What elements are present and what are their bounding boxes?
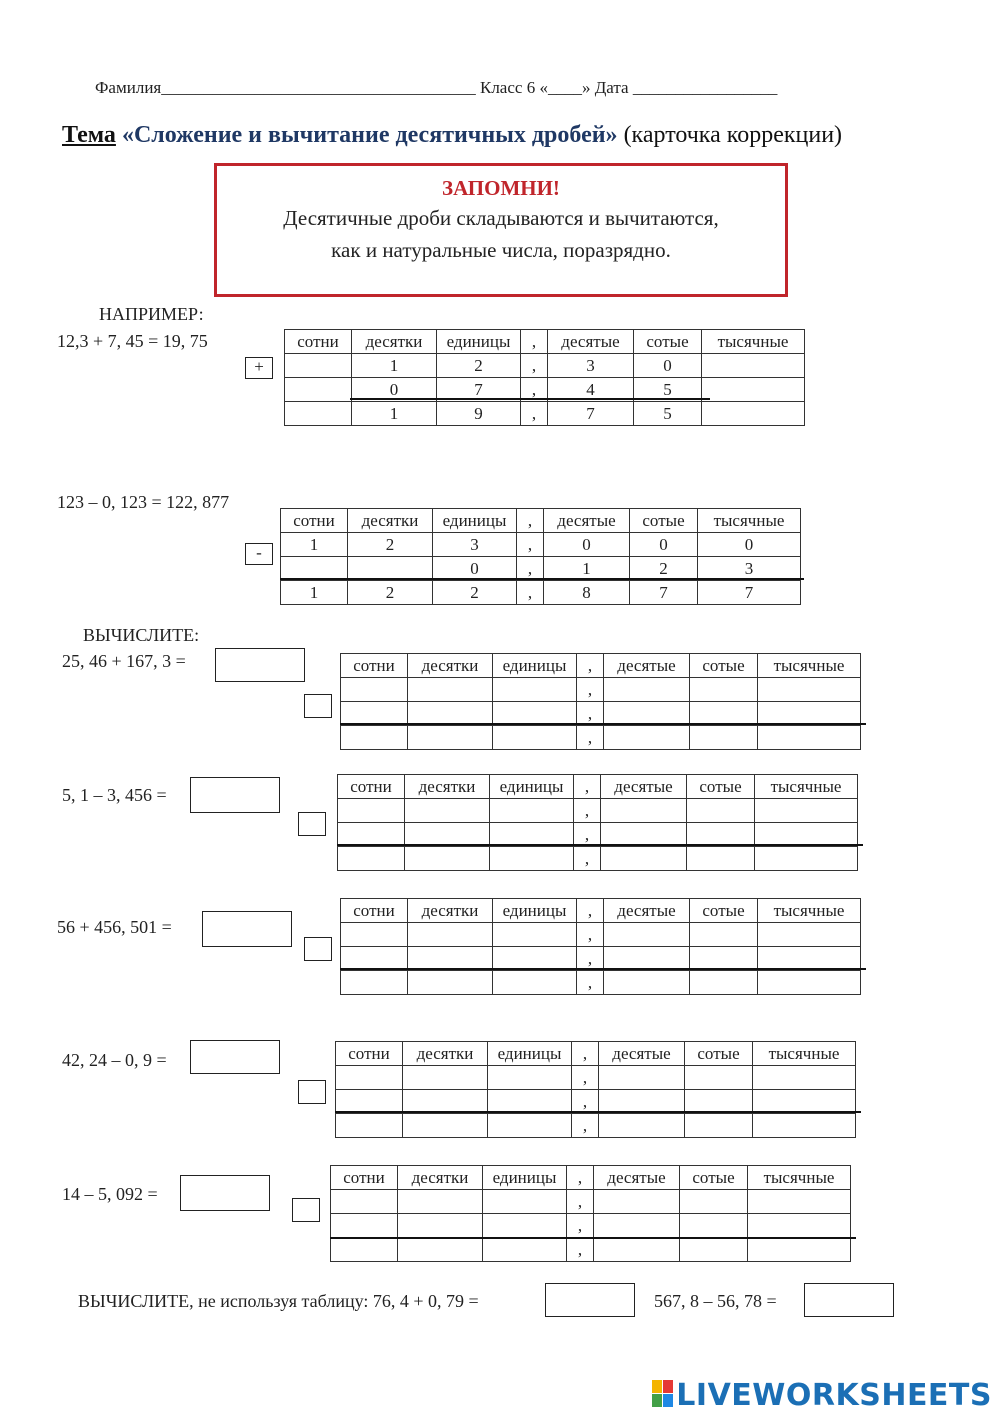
exercise-expression-5: 14 – 5, 092 =	[62, 1184, 158, 1204]
column-header: сотые	[634, 330, 702, 354]
digit-cell[interactable]	[594, 1238, 680, 1262]
digit-cell[interactable]	[341, 971, 408, 995]
column-header: ,	[521, 330, 548, 354]
exercise-sign-box-4[interactable]	[298, 1080, 326, 1104]
example-digit-table-2	[280, 508, 801, 605]
column-header: тысячные	[758, 899, 861, 923]
exercise-sign-box-1[interactable]	[304, 694, 332, 718]
column-header: сотни	[338, 775, 405, 799]
digit-cell: 4	[548, 378, 634, 402]
digit-cell[interactable]	[604, 971, 690, 995]
decimal-comma-cell: ,	[521, 354, 548, 378]
table-header-row	[338, 775, 858, 799]
column-header: десятки	[352, 330, 437, 354]
sum-underline	[337, 844, 863, 846]
digit-cell: 1	[281, 533, 348, 557]
surname-label: Фамилия	[95, 78, 162, 97]
digit-cell	[702, 402, 805, 426]
exercises-heading: ВЫЧИСЛИТЕ:	[83, 625, 200, 645]
decimal-comma-cell: ,	[574, 847, 601, 871]
digit-cell[interactable]	[490, 823, 574, 847]
exercise-expression-4: 42, 24 – 0, 9 =	[62, 1050, 167, 1070]
table-row	[336, 1090, 856, 1114]
column-header: тысячные	[758, 654, 861, 678]
digit-cell[interactable]	[398, 1238, 483, 1262]
digit-cell: 9	[437, 402, 521, 426]
digit-cell[interactable]	[490, 847, 574, 871]
column-header: единицы	[493, 654, 577, 678]
exercise-answer-box-3[interactable]	[202, 911, 292, 947]
table-row	[338, 799, 858, 823]
digit-cell	[281, 557, 348, 581]
exercise-digit-table-1	[340, 653, 861, 750]
digit-cell: 2	[433, 581, 517, 605]
column-header: десятые	[544, 509, 630, 533]
exercise-expression-2: 5, 1 – 3, 456 =	[62, 785, 167, 805]
digit-cell[interactable]	[341, 947, 408, 971]
remember-line-2: как и натуральные числа, поразрядно.	[331, 238, 671, 262]
table-header-row	[341, 654, 861, 678]
digit-cell[interactable]	[680, 1214, 748, 1238]
digit-cell: 7	[437, 378, 521, 402]
column-header: сотни	[336, 1042, 403, 1066]
decimal-comma-cell: ,	[577, 702, 604, 726]
class-blank[interactable]: ____	[547, 78, 582, 97]
digit-cell[interactable]	[405, 847, 490, 871]
sum-underline	[340, 968, 866, 970]
digit-cell[interactable]	[755, 799, 858, 823]
digit-cell[interactable]	[690, 947, 758, 971]
digit-cell[interactable]	[594, 1214, 680, 1238]
column-header: десятки	[403, 1042, 488, 1066]
column-header: сотни	[341, 899, 408, 923]
table-row	[341, 923, 861, 947]
digit-cell: 3	[433, 533, 517, 557]
column-header: сотни	[331, 1166, 398, 1190]
column-header: ,	[574, 775, 601, 799]
digit-cell[interactable]	[405, 823, 490, 847]
decimal-comma-cell: ,	[577, 947, 604, 971]
example-sign-box-1: +	[245, 357, 273, 379]
table-row	[341, 702, 861, 726]
digit-cell: 8	[544, 581, 630, 605]
digit-cell: 3	[698, 557, 801, 581]
column-header: десятые	[604, 899, 690, 923]
digit-cell[interactable]	[483, 1238, 567, 1262]
digit-cell[interactable]	[398, 1214, 483, 1238]
digit-cell	[702, 378, 805, 402]
exercise-expression-1: 25, 46 + 167, 3 =	[62, 651, 186, 671]
digit-cell[interactable]	[493, 971, 577, 995]
table-header-row	[285, 330, 805, 354]
exercise-sign-box-5[interactable]	[292, 1198, 320, 1222]
decimal-comma-cell: ,	[521, 402, 548, 426]
no-table-instruction: ВЫЧИСЛИТЕ, не используя таблицу: 76, 4 + 0, 79 =	[78, 1291, 479, 1311]
digit-cell[interactable]	[601, 823, 687, 847]
column-header: десятки	[348, 509, 433, 533]
example-expression-2: 123 – 0, 123 = 122, 877	[57, 492, 230, 512]
class-label: Класс 6 «	[479, 78, 548, 97]
table-row	[336, 1066, 856, 1090]
digit-cell[interactable]	[604, 923, 690, 947]
digit-cell[interactable]	[687, 823, 755, 847]
digit-cell[interactable]	[758, 678, 861, 702]
digit-cell: 3	[548, 354, 634, 378]
digit-cell	[285, 402, 352, 426]
column-header: десятки	[408, 654, 493, 678]
digit-cell[interactable]	[408, 923, 493, 947]
decimal-comma-cell: ,	[572, 1090, 599, 1114]
digit-cell[interactable]	[690, 702, 758, 726]
column-header: сотые	[680, 1166, 748, 1190]
exercise-answer-box-1[interactable]	[215, 648, 305, 682]
digit-cell[interactable]	[408, 947, 493, 971]
digit-cell[interactable]	[403, 1114, 488, 1138]
digit-cell[interactable]	[753, 1114, 856, 1138]
answer-box-no-table-2[interactable]	[804, 1283, 894, 1317]
exercise-answer-box-5[interactable]	[180, 1175, 270, 1211]
digit-cell[interactable]	[483, 1214, 567, 1238]
digit-cell: 1	[352, 354, 437, 378]
digit-cell[interactable]	[493, 947, 577, 971]
sum-underline	[335, 1111, 861, 1113]
decimal-comma-cell: ,	[521, 378, 548, 402]
digit-cell[interactable]	[493, 702, 577, 726]
column-header: единицы	[437, 330, 521, 354]
table-row	[338, 847, 858, 871]
topic-name: «Сложение и вычитание десятичных дробей»	[121, 122, 618, 148]
digit-cell[interactable]	[488, 1114, 572, 1138]
digit-cell: 1	[352, 402, 437, 426]
decimal-comma-cell: ,	[567, 1214, 594, 1238]
digit-cell[interactable]	[336, 1066, 403, 1090]
column-header: сотни	[281, 509, 348, 533]
table-header-row	[341, 899, 861, 923]
example-digit-table-1	[284, 329, 805, 426]
digit-cell: 2	[348, 533, 433, 557]
decimal-comma-cell: ,	[574, 799, 601, 823]
table-row	[336, 1114, 856, 1138]
column-header: ,	[572, 1042, 599, 1066]
liveworksheets-logo	[652, 1378, 992, 1413]
column-header: тысячные	[753, 1042, 856, 1066]
digit-cell[interactable]	[748, 1238, 851, 1262]
digit-cell: 0	[352, 378, 437, 402]
remember-line-1: Десятичные дроби складываются и вычитаются,	[283, 206, 719, 230]
exercise-digit-table-4	[335, 1041, 856, 1138]
digit-cell[interactable]	[748, 1190, 851, 1214]
digit-cell[interactable]	[403, 1066, 488, 1090]
digit-cell[interactable]	[341, 923, 408, 947]
digit-cell[interactable]	[680, 1190, 748, 1214]
digit-cell[interactable]	[331, 1190, 398, 1214]
digit-cell	[702, 354, 805, 378]
column-header: сотые	[685, 1042, 753, 1066]
digit-cell[interactable]	[338, 847, 405, 871]
column-header: сотые	[690, 654, 758, 678]
column-header: сотни	[341, 654, 408, 678]
decimal-comma-cell: ,	[517, 533, 544, 557]
digit-cell: 0	[630, 533, 698, 557]
digit-cell: 5	[634, 402, 702, 426]
digit-cell[interactable]	[758, 702, 861, 726]
page-title	[62, 122, 842, 149]
table-header-row	[336, 1042, 856, 1066]
digit-cell: 0	[634, 354, 702, 378]
digit-cell[interactable]	[755, 823, 858, 847]
exercise-digit-table-2	[337, 774, 858, 871]
column-header: единицы	[493, 899, 577, 923]
column-header: тысячные	[748, 1166, 851, 1190]
exercise-expression-3: 56 + 456, 501 =	[57, 917, 172, 937]
digit-cell[interactable]	[488, 1066, 572, 1090]
digit-cell: 0	[698, 533, 801, 557]
exercise-sign-box-2[interactable]	[298, 812, 326, 836]
column-header: тысячные	[755, 775, 858, 799]
digit-cell[interactable]	[493, 678, 577, 702]
decimal-comma-cell: ,	[574, 823, 601, 847]
sum-underline	[340, 723, 866, 725]
sum-underline	[350, 398, 710, 400]
digit-cell[interactable]	[604, 702, 690, 726]
sum-underline	[280, 578, 804, 580]
digit-cell[interactable]	[331, 1238, 398, 1262]
digit-cell[interactable]	[687, 847, 755, 871]
example-expression-1: 12,3 + 7, 45 = 19, 75	[57, 331, 208, 351]
exercise-sign-box-3[interactable]	[304, 937, 332, 961]
column-header: десятые	[601, 775, 687, 799]
table-header-row	[281, 509, 801, 533]
decimal-comma-cell: ,	[517, 581, 544, 605]
table-row	[285, 402, 805, 426]
column-header: единицы	[483, 1166, 567, 1190]
digit-cell[interactable]	[748, 1214, 851, 1238]
decimal-comma-cell: ,	[572, 1066, 599, 1090]
topic-note: (карточка коррекции)	[623, 122, 843, 148]
exercise-answer-box-4[interactable]	[190, 1040, 280, 1074]
table-row	[331, 1190, 851, 1214]
example-sign-box-2: -	[245, 543, 273, 565]
table-row	[331, 1214, 851, 1238]
digit-cell: 2	[630, 557, 698, 581]
digit-cell[interactable]	[336, 1090, 403, 1114]
table-row	[285, 354, 805, 378]
digit-cell[interactable]	[408, 971, 493, 995]
digit-cell	[285, 378, 352, 402]
decimal-comma-cell: ,	[577, 971, 604, 995]
digit-cell[interactable]	[336, 1114, 403, 1138]
digit-cell[interactable]	[758, 726, 861, 750]
digit-cell[interactable]	[331, 1214, 398, 1238]
digit-cell[interactable]	[758, 923, 861, 947]
column-header: десятки	[408, 899, 493, 923]
decimal-comma-cell: ,	[567, 1238, 594, 1262]
table-row	[331, 1238, 851, 1262]
student-info-line	[95, 78, 777, 98]
digit-cell[interactable]	[341, 678, 408, 702]
digit-cell[interactable]	[685, 1066, 753, 1090]
digit-cell[interactable]	[690, 726, 758, 750]
digit-cell[interactable]	[685, 1090, 753, 1114]
decimal-comma-cell: ,	[577, 923, 604, 947]
digit-cell[interactable]	[493, 726, 577, 750]
digit-cell[interactable]	[753, 1090, 856, 1114]
column-header: тысячные	[698, 509, 801, 533]
decimal-comma-cell: ,	[577, 678, 604, 702]
digit-cell[interactable]	[604, 678, 690, 702]
table-row	[281, 557, 801, 581]
digit-cell[interactable]	[758, 947, 861, 971]
digit-cell[interactable]	[493, 923, 577, 947]
topic-label: Тема	[62, 122, 116, 148]
decimal-comma-cell: ,	[517, 557, 544, 581]
digit-cell: 0	[544, 533, 630, 557]
remember-box	[214, 163, 788, 297]
digit-cell[interactable]	[594, 1190, 680, 1214]
digit-cell: 5	[634, 378, 702, 402]
column-header: ,	[577, 654, 604, 678]
digit-cell	[348, 557, 433, 581]
liveworksheets-icon	[652, 1380, 674, 1408]
exercise-digit-table-3	[340, 898, 861, 995]
table-row	[281, 533, 801, 557]
table-row	[341, 947, 861, 971]
table-row	[281, 581, 801, 605]
digit-cell[interactable]	[338, 823, 405, 847]
digit-cell: 1	[544, 557, 630, 581]
decimal-comma-cell: ,	[577, 726, 604, 750]
digit-cell[interactable]	[690, 923, 758, 947]
digit-cell: 2	[437, 354, 521, 378]
brand-name: LIVEWORKSHEETS	[676, 1378, 992, 1413]
column-header: десятые	[548, 330, 634, 354]
table-row	[341, 678, 861, 702]
column-header: десятки	[398, 1166, 483, 1190]
decimal-comma-cell: ,	[567, 1190, 594, 1214]
digit-cell[interactable]	[690, 678, 758, 702]
table-row	[338, 823, 858, 847]
exercise-answer-box-2[interactable]	[190, 777, 280, 813]
digit-cell[interactable]	[408, 678, 493, 702]
decimal-comma-cell: ,	[572, 1114, 599, 1138]
column-header: десятые	[599, 1042, 685, 1066]
date-label: » Дата	[581, 78, 629, 97]
digit-cell[interactable]	[755, 847, 858, 871]
column-header: сотые	[630, 509, 698, 533]
digit-cell: 7	[698, 581, 801, 605]
no-table-expression-2: 567, 8 – 56, 78 =	[654, 1291, 777, 1311]
digit-cell: 0	[433, 557, 517, 581]
sum-underline	[330, 1237, 856, 1239]
column-header: десятые	[594, 1166, 680, 1190]
digit-cell: 2	[348, 581, 433, 605]
table-row	[341, 971, 861, 995]
digit-cell[interactable]	[403, 1090, 488, 1114]
digit-cell[interactable]	[604, 726, 690, 750]
column-header: сотые	[690, 899, 758, 923]
digit-cell[interactable]	[753, 1066, 856, 1090]
date-blank[interactable]: _________________	[632, 78, 778, 97]
exercise-digit-table-5	[330, 1165, 851, 1262]
column-header: единицы	[433, 509, 517, 533]
digit-cell: 7	[630, 581, 698, 605]
digit-cell[interactable]	[408, 726, 493, 750]
digit-cell[interactable]	[408, 702, 493, 726]
digit-cell[interactable]	[341, 702, 408, 726]
digit-cell[interactable]	[341, 726, 408, 750]
digit-cell[interactable]	[405, 799, 490, 823]
digit-cell[interactable]	[601, 799, 687, 823]
column-header: ,	[567, 1166, 594, 1190]
table-header-row	[331, 1166, 851, 1190]
digit-cell[interactable]	[687, 799, 755, 823]
digit-cell	[285, 354, 352, 378]
remember-heading: ЗАПОМНИ!	[442, 176, 560, 200]
digit-cell[interactable]	[690, 971, 758, 995]
digit-cell[interactable]	[685, 1114, 753, 1138]
surname-blank[interactable]: _____________________________________	[161, 78, 476, 97]
digit-cell[interactable]	[483, 1190, 567, 1214]
digit-cell[interactable]	[599, 1114, 685, 1138]
digit-cell[interactable]	[490, 799, 574, 823]
digit-cell: 7	[548, 402, 634, 426]
column-header: десятые	[604, 654, 690, 678]
digit-cell[interactable]	[601, 847, 687, 871]
digit-cell[interactable]	[488, 1090, 572, 1114]
column-header: ,	[577, 899, 604, 923]
digit-cell[interactable]	[758, 971, 861, 995]
column-header: сотые	[687, 775, 755, 799]
examples-heading: НАПРИМЕР:	[99, 304, 204, 324]
digit-cell[interactable]	[680, 1238, 748, 1262]
column-header: ,	[517, 509, 544, 533]
column-header: единицы	[490, 775, 574, 799]
table-row	[341, 726, 861, 750]
digit-cell[interactable]	[599, 1090, 685, 1114]
digit-cell[interactable]	[599, 1066, 685, 1090]
column-header: тысячные	[702, 330, 805, 354]
digit-cell[interactable]	[604, 947, 690, 971]
column-header: десятки	[405, 775, 490, 799]
digit-cell: 1	[281, 581, 348, 605]
answer-box-no-table-1[interactable]	[545, 1283, 635, 1317]
digit-cell[interactable]	[338, 799, 405, 823]
column-header: сотни	[285, 330, 352, 354]
column-header: единицы	[488, 1042, 572, 1066]
digit-cell[interactable]	[398, 1190, 483, 1214]
